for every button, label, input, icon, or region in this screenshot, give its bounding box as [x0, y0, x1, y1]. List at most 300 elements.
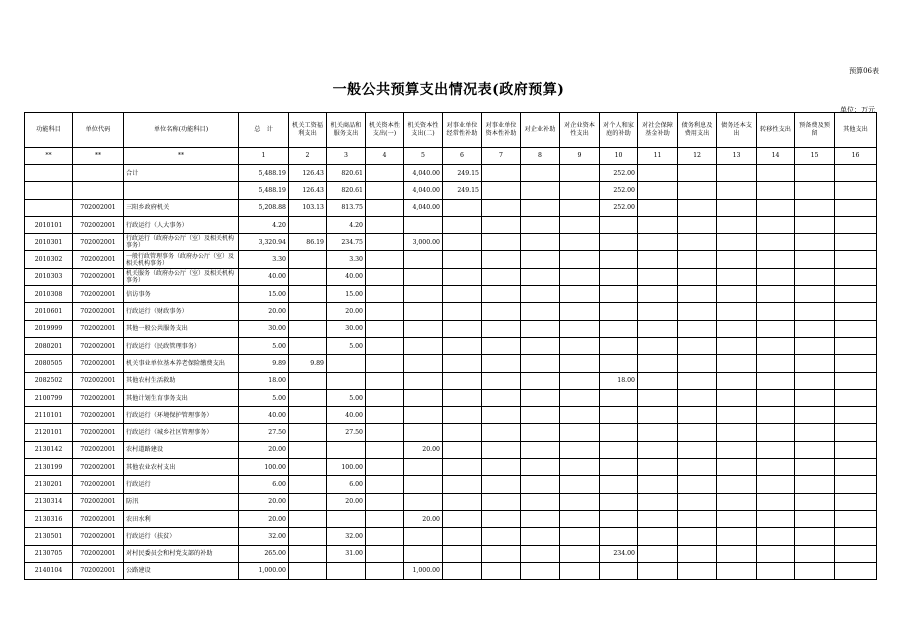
table-row	[25, 199, 877, 216]
amount-cell	[521, 562, 560, 579]
amount-cell	[443, 476, 482, 493]
amount-cell	[795, 545, 835, 562]
amount-cell	[717, 199, 757, 216]
amount-cell	[678, 510, 717, 527]
amount-cell: 4,040.00	[404, 165, 443, 182]
amount-cell	[482, 562, 521, 579]
amount-cell	[795, 510, 835, 527]
amount-cell	[366, 234, 404, 251]
unit-code-cell: 702002001	[73, 493, 124, 510]
amount-cell: 234.75	[327, 234, 366, 251]
amount-cell	[638, 216, 678, 233]
amount-cell	[795, 407, 835, 424]
amount-cell	[757, 476, 795, 493]
function-code-cell: 2110101	[25, 407, 73, 424]
amount-cell	[521, 510, 560, 527]
amount-cell	[482, 424, 521, 441]
amount-cell	[404, 268, 443, 285]
function-code-cell: 2130201	[25, 476, 73, 493]
amount-cell: 27.50	[239, 424, 289, 441]
amount-cell	[482, 476, 521, 493]
amount-cell: 40.00	[327, 407, 366, 424]
amount-cell: 31.00	[327, 545, 366, 562]
amount-cell	[366, 528, 404, 545]
table-row	[25, 424, 877, 441]
amount-cell	[678, 441, 717, 458]
amount-cell: 86.19	[289, 234, 327, 251]
amount-cell	[289, 337, 327, 354]
table-row	[25, 234, 877, 251]
amount-cell	[835, 234, 877, 251]
amount-cell	[795, 528, 835, 545]
amount-cell	[404, 545, 443, 562]
amount-cell	[482, 528, 521, 545]
amount-cell	[521, 407, 560, 424]
function-code-cell: 2100799	[25, 389, 73, 406]
function-code-cell: 2010308	[25, 286, 73, 303]
amount-cell	[717, 476, 757, 493]
table-row	[25, 303, 877, 320]
amount-cell: 5,208.88	[239, 199, 289, 216]
amount-cell	[521, 251, 560, 268]
amount-cell: 5,488.19	[239, 165, 289, 182]
amount-cell	[366, 389, 404, 406]
column-header: 对事业单位资本性补助	[482, 113, 521, 148]
amount-cell	[521, 424, 560, 441]
unit-name-cell: 行政运行	[124, 476, 239, 493]
amount-cell	[289, 407, 327, 424]
table-row	[25, 510, 877, 527]
amount-cell	[757, 182, 795, 199]
amount-cell	[443, 251, 482, 268]
amount-cell: 252.00	[600, 199, 638, 216]
amount-cell: 252.00	[600, 182, 638, 199]
amount-cell	[366, 476, 404, 493]
amount-cell	[835, 268, 877, 285]
amount-cell: 20.00	[239, 441, 289, 458]
amount-cell	[678, 251, 717, 268]
amount-cell	[678, 493, 717, 510]
index-cell: 2	[289, 148, 327, 165]
column-header: 对个人和家庭的补助	[600, 113, 638, 148]
amount-cell	[717, 216, 757, 233]
amount-cell: 249.15	[443, 182, 482, 199]
function-code-cell: 2130501	[25, 528, 73, 545]
amount-cell: 249.15	[443, 165, 482, 182]
amount-cell: 9.89	[289, 355, 327, 372]
amount-cell	[366, 493, 404, 510]
unit-code-cell: 702002001	[73, 459, 124, 476]
amount-cell	[443, 355, 482, 372]
index-cell: 6	[443, 148, 482, 165]
amount-cell	[404, 251, 443, 268]
amount-cell	[560, 407, 600, 424]
index-cell: **	[124, 148, 239, 165]
amount-cell	[638, 337, 678, 354]
amount-cell	[289, 441, 327, 458]
page-title: 一般公共预算支出情况表(政府预算)	[332, 82, 565, 98]
amount-cell	[521, 320, 560, 337]
amount-cell	[600, 251, 638, 268]
index-cell: 13	[717, 148, 757, 165]
amount-cell: 15.00	[327, 286, 366, 303]
amount-cell	[678, 562, 717, 579]
amount-cell	[795, 441, 835, 458]
amount-cell	[600, 216, 638, 233]
amount-cell	[795, 389, 835, 406]
amount-cell	[678, 216, 717, 233]
unit-name-cell: 对村民委员会和村党支部的补助	[124, 545, 239, 562]
column-header: 功能科目	[25, 113, 73, 148]
amount-cell	[366, 407, 404, 424]
amount-cell	[835, 251, 877, 268]
unit-code-cell: 702002001	[73, 199, 124, 216]
index-cell: 9	[560, 148, 600, 165]
amount-cell	[327, 510, 366, 527]
amount-cell: 3,000.00	[404, 234, 443, 251]
amount-cell: 40.00	[239, 407, 289, 424]
table-row	[25, 251, 877, 268]
amount-cell	[835, 216, 877, 233]
amount-cell	[482, 389, 521, 406]
amount-cell	[289, 545, 327, 562]
amount-cell: 30.00	[239, 320, 289, 337]
unit-name-cell: 机关事业单位基本养老保险缴费支出	[124, 355, 239, 372]
amount-cell	[678, 337, 717, 354]
amount-cell: 9.89	[239, 355, 289, 372]
amount-cell	[678, 320, 717, 337]
amount-cell: 30.00	[327, 320, 366, 337]
amount-cell	[757, 268, 795, 285]
function-code-cell: 2019999	[25, 320, 73, 337]
amount-cell	[835, 545, 877, 562]
amount-cell	[795, 268, 835, 285]
unit-code-cell: 702002001	[73, 234, 124, 251]
amount-cell: 20.00	[327, 493, 366, 510]
unit-label: 单位：万元	[840, 106, 875, 114]
amount-cell	[638, 441, 678, 458]
amount-cell	[443, 303, 482, 320]
amount-cell: 20.00	[404, 441, 443, 458]
unit-code-cell: 702002001	[73, 320, 124, 337]
header-row	[25, 113, 877, 148]
amount-cell: 32.00	[327, 528, 366, 545]
amount-cell	[717, 355, 757, 372]
amount-cell	[560, 562, 600, 579]
amount-cell: 265.00	[239, 545, 289, 562]
amount-cell: 20.00	[239, 510, 289, 527]
function-code-cell: 2120101	[25, 424, 73, 441]
unit-name-cell: 其他农业农村支出	[124, 459, 239, 476]
amount-cell	[404, 303, 443, 320]
amount-cell: 3,320.94	[239, 234, 289, 251]
amount-cell	[482, 268, 521, 285]
amount-cell	[482, 510, 521, 527]
amount-cell	[482, 372, 521, 389]
amount-cell	[717, 303, 757, 320]
amount-cell	[560, 182, 600, 199]
function-code-cell	[25, 199, 73, 216]
amount-cell	[366, 372, 404, 389]
unit-name-cell: 合计	[124, 165, 239, 182]
amount-cell	[560, 320, 600, 337]
amount-cell	[678, 528, 717, 545]
function-code-cell: 2010601	[25, 303, 73, 320]
amount-cell	[638, 528, 678, 545]
amount-cell	[289, 562, 327, 579]
amount-cell	[717, 562, 757, 579]
index-cell: 14	[757, 148, 795, 165]
amount-cell	[678, 303, 717, 320]
amount-cell	[560, 216, 600, 233]
unit-code-cell: 702002001	[73, 216, 124, 233]
amount-cell	[289, 303, 327, 320]
amount-cell	[717, 510, 757, 527]
amount-cell	[521, 372, 560, 389]
unit-code-cell: 702002001	[73, 389, 124, 406]
amount-cell	[443, 372, 482, 389]
amount-cell	[717, 268, 757, 285]
unit-name-cell: 公路建设	[124, 562, 239, 579]
amount-cell	[638, 355, 678, 372]
function-code-cell: 2140104	[25, 562, 73, 579]
amount-cell	[795, 251, 835, 268]
unit-name-cell: 行政运行（民政管理事务）	[124, 337, 239, 354]
unit-code-cell: 702002001	[73, 355, 124, 372]
amount-cell	[482, 182, 521, 199]
amount-cell	[678, 424, 717, 441]
amount-cell	[717, 441, 757, 458]
amount-cell: 3.30	[239, 251, 289, 268]
amount-cell: 5,488.19	[239, 182, 289, 199]
amount-cell	[443, 389, 482, 406]
unit-code-cell: 702002001	[73, 528, 124, 545]
amount-cell	[366, 268, 404, 285]
amount-cell	[560, 337, 600, 354]
amount-cell	[366, 459, 404, 476]
function-code-cell: 2080201	[25, 337, 73, 354]
amount-cell	[289, 476, 327, 493]
amount-cell	[757, 251, 795, 268]
amount-cell	[795, 476, 835, 493]
amount-cell	[835, 303, 877, 320]
amount-cell	[600, 459, 638, 476]
unit-code-cell: 702002001	[73, 286, 124, 303]
amount-cell	[600, 510, 638, 527]
amount-cell	[835, 372, 877, 389]
amount-cell	[835, 493, 877, 510]
amount-cell	[835, 407, 877, 424]
amount-cell	[482, 199, 521, 216]
amount-cell	[366, 182, 404, 199]
amount-cell	[289, 251, 327, 268]
table-row	[25, 493, 877, 510]
amount-cell	[717, 286, 757, 303]
table-row	[25, 545, 877, 562]
amount-cell: 18.00	[600, 372, 638, 389]
amount-cell	[482, 545, 521, 562]
index-cell: 7	[482, 148, 521, 165]
amount-cell	[717, 251, 757, 268]
unit-code-cell: 702002001	[73, 303, 124, 320]
unit-code-cell: 702002001	[73, 251, 124, 268]
amount-cell	[678, 372, 717, 389]
amount-cell	[366, 562, 404, 579]
amount-cell	[366, 199, 404, 216]
function-code-cell: 2080505	[25, 355, 73, 372]
function-code-cell	[25, 165, 73, 182]
amount-cell	[795, 320, 835, 337]
amount-cell	[638, 286, 678, 303]
amount-cell: 5.00	[239, 337, 289, 354]
amount-cell	[327, 562, 366, 579]
function-code-cell: 2130142	[25, 441, 73, 458]
amount-cell: 126.43	[289, 182, 327, 199]
function-code-cell: 2130314	[25, 493, 73, 510]
amount-cell	[366, 355, 404, 372]
amount-cell	[678, 234, 717, 251]
column-header: 机关商品和服务支出	[327, 113, 366, 148]
amount-cell: 32.00	[239, 528, 289, 545]
function-code-cell: 2010303	[25, 268, 73, 285]
amount-cell	[289, 424, 327, 441]
amount-cell	[835, 510, 877, 527]
amount-cell	[795, 372, 835, 389]
amount-cell	[795, 424, 835, 441]
amount-cell	[638, 372, 678, 389]
amount-cell	[482, 493, 521, 510]
amount-cell: 3.30	[327, 251, 366, 268]
amount-cell: 4,040.00	[404, 199, 443, 216]
amount-cell	[757, 337, 795, 354]
unit-name-cell: 行政运行（扶贫）	[124, 528, 239, 545]
amount-cell	[795, 165, 835, 182]
unit-code-cell: 702002001	[73, 510, 124, 527]
index-cell: 8	[521, 148, 560, 165]
amount-cell	[443, 562, 482, 579]
amount-cell	[600, 355, 638, 372]
amount-cell	[638, 459, 678, 476]
amount-cell	[795, 286, 835, 303]
amount-cell	[366, 286, 404, 303]
unit-name-cell: 机关服务（政府办公厅（室）及相关机构事务）	[124, 268, 239, 285]
table-row	[25, 355, 877, 372]
index-cell: 12	[678, 148, 717, 165]
amount-cell	[443, 286, 482, 303]
table-row	[25, 389, 877, 406]
amount-cell	[560, 424, 600, 441]
amount-cell	[835, 424, 877, 441]
amount-cell	[327, 355, 366, 372]
amount-cell: 4,040.00	[404, 182, 443, 199]
amount-cell	[717, 372, 757, 389]
column-header: 单位代码	[73, 113, 124, 148]
function-code-cell: 2082502	[25, 372, 73, 389]
amount-cell	[560, 476, 600, 493]
index-cell: 15	[795, 148, 835, 165]
amount-cell	[757, 407, 795, 424]
amount-cell	[638, 234, 678, 251]
amount-cell: 6.00	[239, 476, 289, 493]
column-header: 其他支出	[835, 113, 877, 148]
amount-cell	[560, 286, 600, 303]
amount-cell: 4.20	[327, 216, 366, 233]
amount-cell	[717, 424, 757, 441]
amount-cell	[443, 493, 482, 510]
amount-cell	[404, 286, 443, 303]
amount-cell	[521, 165, 560, 182]
function-code-cell	[25, 182, 73, 199]
table-row	[25, 286, 877, 303]
amount-cell	[795, 216, 835, 233]
unit-name-cell: 行政运行（环境保护管理事务）	[124, 407, 239, 424]
amount-cell	[482, 286, 521, 303]
amount-cell	[717, 389, 757, 406]
amount-cell	[443, 441, 482, 458]
amount-cell	[757, 320, 795, 337]
amount-cell	[482, 337, 521, 354]
amount-cell	[717, 165, 757, 182]
column-header: 对企业资本性支出	[560, 113, 600, 148]
amount-cell	[757, 545, 795, 562]
amount-cell	[560, 268, 600, 285]
amount-cell	[289, 389, 327, 406]
amount-cell: 20.00	[239, 303, 289, 320]
amount-cell	[638, 320, 678, 337]
amount-cell	[521, 545, 560, 562]
amount-cell	[366, 320, 404, 337]
amount-cell	[366, 441, 404, 458]
amount-cell	[600, 268, 638, 285]
amount-cell	[482, 320, 521, 337]
amount-cell: 1,000.00	[404, 562, 443, 579]
amount-cell	[835, 182, 877, 199]
amount-cell	[638, 545, 678, 562]
amount-cell	[521, 337, 560, 354]
amount-cell	[795, 182, 835, 199]
amount-cell	[443, 545, 482, 562]
amount-cell	[678, 165, 717, 182]
amount-cell	[600, 424, 638, 441]
amount-cell	[835, 355, 877, 372]
unit-code-cell: 702002001	[73, 562, 124, 579]
amount-cell	[835, 165, 877, 182]
amount-cell	[366, 337, 404, 354]
amount-cell	[560, 545, 600, 562]
amount-cell	[638, 407, 678, 424]
unit-name-cell: 三阳乡政府机关	[124, 199, 239, 216]
amount-cell: 40.00	[239, 268, 289, 285]
amount-cell	[600, 286, 638, 303]
amount-cell	[638, 268, 678, 285]
amount-cell	[289, 216, 327, 233]
amount-cell	[289, 510, 327, 527]
amount-cell	[521, 303, 560, 320]
column-header: 转移性支出	[757, 113, 795, 148]
amount-cell: 5.00	[327, 389, 366, 406]
unit-code-cell: 702002001	[73, 407, 124, 424]
amount-cell	[521, 234, 560, 251]
amount-cell	[835, 528, 877, 545]
index-cell: 16	[835, 148, 877, 165]
amount-cell: 252.00	[600, 165, 638, 182]
amount-cell: 813.75	[327, 199, 366, 216]
amount-cell	[835, 337, 877, 354]
amount-cell	[521, 199, 560, 216]
amount-cell	[757, 286, 795, 303]
amount-cell	[757, 424, 795, 441]
amount-cell: 20.00	[239, 493, 289, 510]
